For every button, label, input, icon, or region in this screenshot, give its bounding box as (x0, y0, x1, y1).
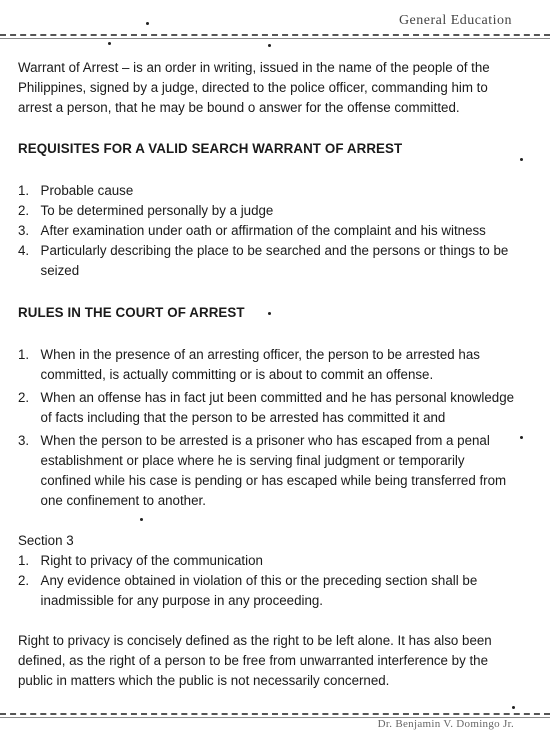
list-item: 1. Right to privacy of the communication (18, 553, 263, 569)
scan-speck (268, 312, 271, 315)
section-label: Section 3 (18, 533, 74, 549)
rules-list (18, 345, 518, 511)
list-item: 2. To be determined personally by a judge (18, 203, 274, 219)
author-credit: Dr. Benjamin V. Domingo Jr. (377, 718, 514, 730)
privacy-definition: Right to privacy is concisely defined as the right to be left alone. It has also been defined, as the right of a person to be free from unwarranted interference by the public in matters which the public is not necessarily concerned. (18, 633, 492, 689)
footer-rule (0, 713, 550, 715)
scan-speck (520, 158, 523, 161)
requisites-list (18, 181, 518, 281)
list-item: 2. When an offense has in fact jut been committed and he has personal knowledge of facts including that the person to be arrested has committed it and (18, 390, 515, 426)
scan-speck (512, 706, 515, 709)
section3-list (18, 551, 518, 611)
rules-heading: RULES IN THE COURT OF ARREST (18, 305, 245, 321)
scan-speck (520, 436, 523, 439)
list-item: 2. Any evidence obtained in violation of this or the preceding section shall be inadmissible for any purpose in any proceeding. (18, 573, 478, 609)
list-item: 3. After examination under oath or affirmation of the complaint and his witness (18, 223, 486, 239)
page-content (18, 58, 518, 691)
header-rule-thin (0, 38, 550, 39)
scan-speck (108, 42, 111, 45)
list-item: 1. Probable cause (18, 183, 134, 199)
scan-speck (268, 44, 271, 47)
warrant-definition: Warrant of Arrest – is an order in writing, issued in the name of the people of the Philippines, signed by a judge, directed to the police officer, commanding him to arrest a person, that he may be bound o answer for the offense committed. (18, 60, 490, 116)
list-item: 4. Particularly describing the place to be searched and the persons or things to be seized (18, 243, 509, 279)
header-rule (0, 34, 550, 36)
scan-speck (146, 22, 149, 25)
scan-speck (140, 518, 143, 521)
list-item: 1. When in the presence of an arresting officer, the person to be arrested has committed, is actually committing or is about to commit an offense. (18, 347, 480, 383)
requisites-heading: REQUISITES FOR A VALID SEARCH WARRANT OF ARREST (18, 141, 403, 157)
list-item: 3. When the person to be arrested is a prisoner who has escaped from a penal establishment or place where he is serving final judgment or temporarily confined while his case is pending or has escaped while being transferred from one confinement to another. (18, 433, 507, 509)
running-header: General Education (398, 13, 512, 28)
